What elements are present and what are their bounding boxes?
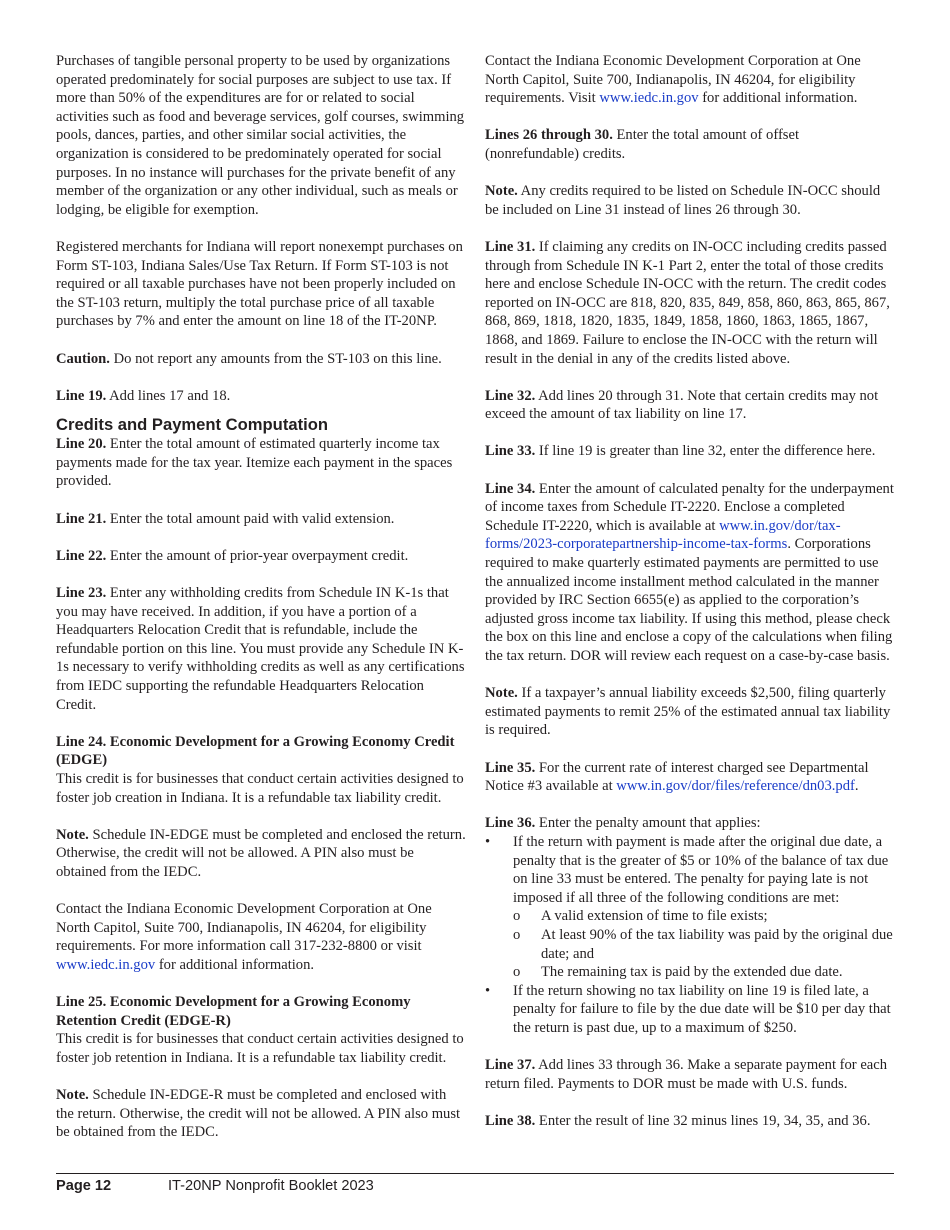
st103-paragraph: Registered merchants for Indiana will report nonexempt purchases on Form ST-103, Indiana Sales/Use Tax Return. If Form ST-103 is not required or all taxable purchases have not been properly included on the ST-103 return, multiply the total purchase price of all taxable purchases by 7% and enter the amount on line 18 of the IT-20NP. [56, 238, 463, 330]
line-35-tail: . [854, 778, 859, 795]
line-35-text: For the current rate of interest charged see Departmental Notice #3 available at [485, 759, 869, 795]
line-25-paragraph: This credit is for businesses that conduct certain activities designed to foster job retention in Indiana. It is a refundable tax liability credit. [56, 1031, 464, 1066]
condition-item-2: o At least 90% of the tax liability was paid by the original due date; and [513, 926, 895, 963]
line-19-label: Line 19. [56, 387, 107, 404]
line-23-paragraph [56, 584, 466, 714]
caution-paragraph [56, 350, 466, 369]
line-38-label: Line 38. [485, 1112, 536, 1129]
note-edge-r-text: Schedule IN-EDGE-R must be completed and enclosed with the return. Otherwise, the credit will not be allowed. A PIN also must be obtained from the IEDC. [56, 1087, 461, 1141]
penalty-list [485, 833, 895, 1038]
line-33-text: If line 19 is greater than line 32, enter the difference here. [535, 443, 876, 460]
contact-iedc-text-2: Contact the Indiana Economic Development Corporation at One North Capitol, Suite 700, Indianapolis, IN 46204, for eligibility requirements. Visit [485, 53, 861, 107]
list-item [485, 982, 895, 1038]
list-item [485, 833, 895, 982]
left-column [56, 52, 466, 1160]
line-25-heading-text: Line 25. Economic Development for a Growing Economy Retention Credit (EDGE-R) [56, 994, 411, 1029]
use-tax-paragraph: Purchases of tangible personal property to be used by organizations operated predominately for social purposes are subject to use tax. If more than 50% of the expenditures are for or related to social activities such as food and beverage services, golf courses, swimming pools, dances, parties, and other similar social activities, the organization is considered to be predominately operated for social purposes. In no instance will purchases for the private benefit of any member of the organization or any other individual, such as meals or lodging, be eligible for exemption. [56, 53, 465, 218]
dn03-link[interactable]: www.in.gov/dor/files/reference/dn03.pdf [616, 778, 855, 795]
line-31-text: If claiming any credits on IN-OCC including credits passed through from Schedule IN K-1 Part 2, enter the total of those credits here and enclose Schedule IN-OCC with the return. The credit codes reported on IN-OCC are 818, 820, 835, 849, 858, 860, 863, 865, 867, 868, 869, 1818, 1820, 1835, 1849, 1858, 1860, 1863, 1865, 1867, 1868, and 1869. Failure to enclose the IN-OCC with the return will result in the denial in any of the credits listed above. [485, 238, 890, 367]
line-31-paragraph [485, 238, 895, 368]
line-36-text: Enter the penalty amount that applies: [535, 815, 761, 832]
line-22-text: Enter the amount of prior-year overpayment credit. [106, 547, 409, 564]
section-heading-credits: Credits and Payment Computation [56, 415, 328, 435]
lines-26-30-text: Enter the total amount of offset (nonrefundable) credits. [485, 127, 800, 162]
line-23-label: Line 23. [56, 585, 107, 602]
line-37-text: Add lines 33 through 36. Make a separate payment for each return filed. Payments to DOR must be made with U.S. funds. [485, 1057, 888, 1092]
note-liability-paragraph [485, 684, 895, 740]
line-23-text: Enter any withholding credits from Schedule IN K-1s that you may have received. In addition, if you have a portion of a Headquarters Relocation Credit that is refundable, include the refundable portion on this line. You must provide any Schedule IN K-1s necessary to verify withholding credits as well as any certifications from IEDC supporting the refundable Headquarters Relocation Credit. [56, 585, 465, 713]
note-edge-label: Note. [56, 826, 89, 843]
note-liability-label: Note. [485, 685, 518, 702]
line-25-heading [56, 993, 466, 1030]
contact-iedc-tail-2: for additional information. [698, 90, 858, 107]
line-38-text: Enter the result of line 32 minus lines 19, 34, 35, and 36. [535, 1112, 871, 1129]
condition-item-3: o The remaining tax is paid by the extended due date. [513, 963, 895, 982]
footer-rule [56, 1173, 894, 1174]
contact-iedc-text: Contact the Indiana Economic Development Corporation at One North Capitol, Suite 700, Indianapolis, IN 46204, for eligibility requirements. For more information call 317-232-8800 or visit [56, 901, 432, 955]
line-34-text: Enter the amount of calculated penalty for the underpayment of income taxes from Schedule IT-2220. Enclose a completed Schedule IT-2220, which is available at [485, 480, 894, 534]
line-33-paragraph [485, 442, 895, 461]
note-edge-paragraph [56, 826, 466, 882]
condition-item-1: o A valid extension of time to file exists; [513, 907, 895, 926]
line-22-paragraph [56, 547, 466, 566]
iedc-link-2[interactable]: www.iedc.in.gov [599, 90, 699, 107]
line-20-text: Enter the total amount of estimated quarterly income tax payments made for the tax year. Itemize each payment in the spaces provided. [56, 436, 453, 490]
line-24-paragraph: This credit is for businesses that conduct certain activities designed to foster job creation in Indiana. It is a refundable tax liability credit. [56, 770, 464, 806]
penalty-bullet-2: If the return showing no tax liability on line 19 is filed late, a penalty for failure to file by the due date will be $10 per day that the return is past due, up to a maximum of $250. [513, 982, 891, 1036]
right-column [485, 52, 895, 1149]
page-number: Page 12 [56, 1178, 112, 1194]
line-32-text: Add lines 20 through 31. Note that certain credits may not exceed the amount of tax liability on line 17. [485, 387, 879, 423]
line-34-tail: . Corporations required to make quarterly estimated payments are permitted to use the annualized income installment method calculated in the manner provided by IRC Section 6655(e) as applied to the corporation’s adjusted gross income tax liability. If using this method, please check the box on this line and enclose a copy of the calculations when filing the tax return. DOR will review each request on a case-by-case basis. [485, 536, 893, 664]
line-20-label: Line 20. [56, 436, 107, 453]
iedc-link[interactable]: www.iedc.in.gov [56, 956, 156, 973]
tax-forms-link[interactable]: www.in.gov/dor/tax-forms/2023-corporatepartnership-income-tax-forms [485, 517, 841, 553]
lines-26-30-label: Lines 26 through 30. [485, 127, 613, 144]
conditions-list [513, 907, 895, 981]
lines-26-30-paragraph [485, 126, 895, 163]
line-37-label: Line 37. [485, 1057, 536, 1074]
line-21-label: Line 21. [56, 510, 107, 527]
line-33-label: Line 33. [485, 443, 536, 460]
line-35-label: Line 35. [485, 759, 536, 776]
caution-text: Do not report any amounts from the ST-103 on this line. [109, 350, 442, 367]
caution-label: Caution. [56, 350, 110, 367]
line-36-label: Line 36. [485, 815, 536, 832]
line-35-paragraph [485, 759, 895, 796]
note-occ-text: Any credits required to be listed on Schedule IN-OCC should be included on Line 31 instead of lines 26 through 30. [485, 183, 881, 218]
note-liability-text: If a taxpayer’s annual liability exceeds $2,500, filing quarterly estimated payments to remit 25% of the estimated annual tax liability is required. [485, 685, 891, 739]
line-24-heading-text: Line 24. Economic Development for a Growing Economy Credit (EDGE) [56, 733, 455, 769]
line-37-paragraph [485, 1056, 895, 1093]
contact-iedc-paragraph [56, 900, 466, 974]
contact-iedc-paragraph-2 [485, 52, 895, 108]
line-32-paragraph [485, 387, 895, 424]
contact-iedc-tail: for additional information. [155, 956, 315, 973]
note-edge-r-paragraph [56, 1086, 466, 1142]
line-38-paragraph [485, 1112, 895, 1131]
booklet-title: IT-20NP Nonprofit Booklet 2023 [168, 1178, 374, 1194]
line-20-paragraph [56, 435, 466, 491]
note-occ-paragraph [485, 182, 895, 219]
line-36-paragraph [485, 814, 895, 833]
penalty-bullet-1: If the return with payment is made after the original due date, a penalty that is the greater of $5 or 10% of the balance of tax due on line 33 must be entered. The penalty for paying late is not imposed if all three of the following conditions are met: [513, 833, 889, 906]
line-19-text: Add lines 17 and 18. [106, 387, 231, 404]
line-34-paragraph [485, 480, 895, 666]
line-24-heading [56, 733, 466, 770]
line-32-label: Line 32. [485, 387, 536, 404]
note-occ-label: Note. [485, 183, 518, 200]
line-22-label: Line 22. [56, 547, 107, 564]
note-edge-r-label: Note. [56, 1087, 89, 1104]
line-21-paragraph [56, 510, 466, 529]
line-21-text: Enter the total amount paid with valid extension. [106, 510, 395, 527]
line-34-label: Line 34. [485, 480, 536, 497]
line-31-label: Line 31. [485, 238, 536, 255]
note-edge-text: Schedule IN-EDGE must be completed and enclosed the return. Otherwise, the credit will not be allowed. A PIN also must be obtained from the IEDC. [56, 826, 466, 880]
line-19-paragraph [56, 387, 466, 406]
